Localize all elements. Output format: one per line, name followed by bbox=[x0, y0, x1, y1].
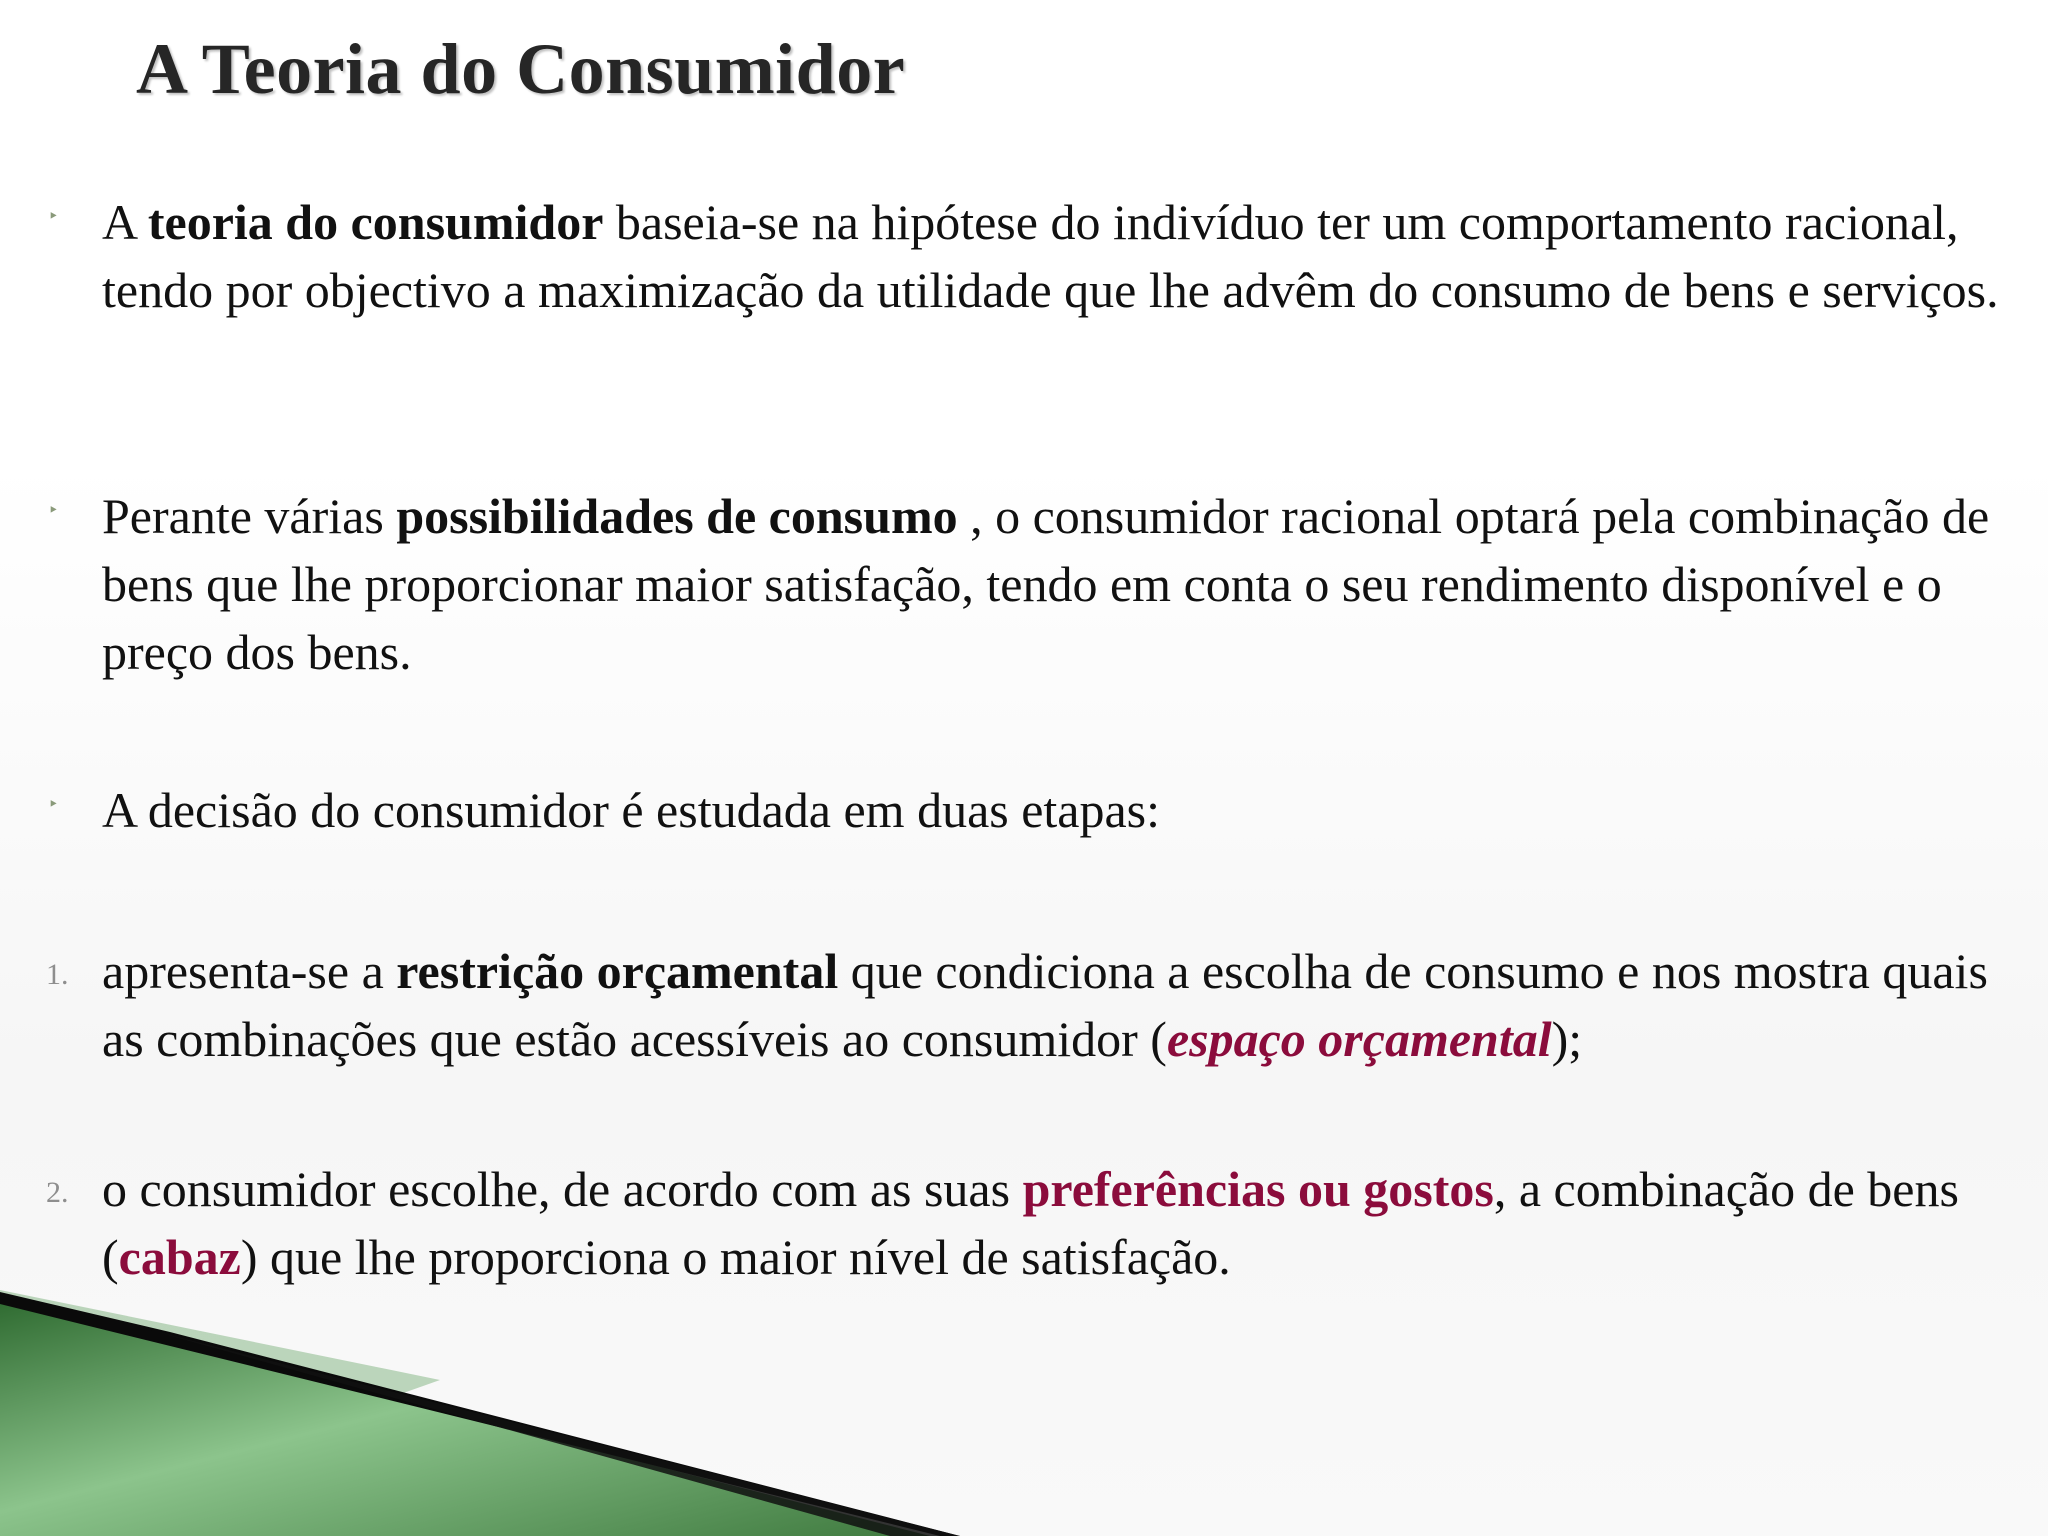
bullet-1-part-1: A bbox=[102, 194, 148, 250]
step-number-2: 2. bbox=[46, 1176, 69, 1209]
slide-title: A Teoria do Consumidor bbox=[136, 29, 906, 109]
step-number-1: 1. bbox=[46, 958, 69, 991]
step-text-2 bbox=[102, 1155, 2032, 1291]
step-text-1 bbox=[102, 937, 2032, 1073]
bullet-text-2 bbox=[102, 482, 2032, 686]
step-1-part-1: apresenta-se a bbox=[102, 943, 397, 999]
step-1-part-3: ); bbox=[1551, 1011, 1583, 1067]
step-2-highlight-2: cabaz bbox=[118, 1229, 241, 1285]
bullet-2-part-2: , o consumidor racional optará pela combinação de bens que lhe proporcionar maior satisfação, tendo em conta o seu rendimento disponível e o preço dos bens. bbox=[102, 488, 1990, 680]
step-1-bold: restrição orçamental bbox=[396, 943, 839, 999]
bullet-text-1 bbox=[102, 188, 2032, 324]
step-1-highlight: espaço orçamental bbox=[1166, 1011, 1552, 1067]
bullet-1-part-2: baseia-se na hipótese do indivíduo ter um comportamento racional, tendo por objectivo a maximização da utilidade que lhe advêm do consumo de bens e serviços. bbox=[102, 194, 1999, 318]
bullet-1-bold: teoria do consumidor bbox=[147, 194, 604, 250]
step-1-part-2: que condiciona a escolha de consumo e nos mostra quais as combinações que estão acessíveis ao consumidor ( bbox=[102, 943, 1988, 1067]
step-2-part-2: , a combinação de bens ( bbox=[102, 1161, 1959, 1285]
step-2-part-3: ) que lhe proporciona o maior nível de satisfação. bbox=[240, 1229, 1231, 1285]
bullet-2-bold: possibilidades de consumo bbox=[396, 488, 958, 544]
step-2-part-1: o consumidor escolhe, de acordo com as suas bbox=[102, 1161, 1023, 1217]
step-2-highlight-1: preferências ou gostos bbox=[1022, 1161, 1494, 1217]
bullet-marker-1: ‣ bbox=[48, 206, 59, 226]
bullet-marker-3: ‣ bbox=[48, 794, 59, 814]
bullet-2-part-1: Perante várias bbox=[102, 488, 397, 544]
bullet-marker-2: ‣ bbox=[48, 500, 59, 520]
bullet-text-3: A decisão do consumidor é estudada em duas etapas: bbox=[102, 782, 1161, 838]
